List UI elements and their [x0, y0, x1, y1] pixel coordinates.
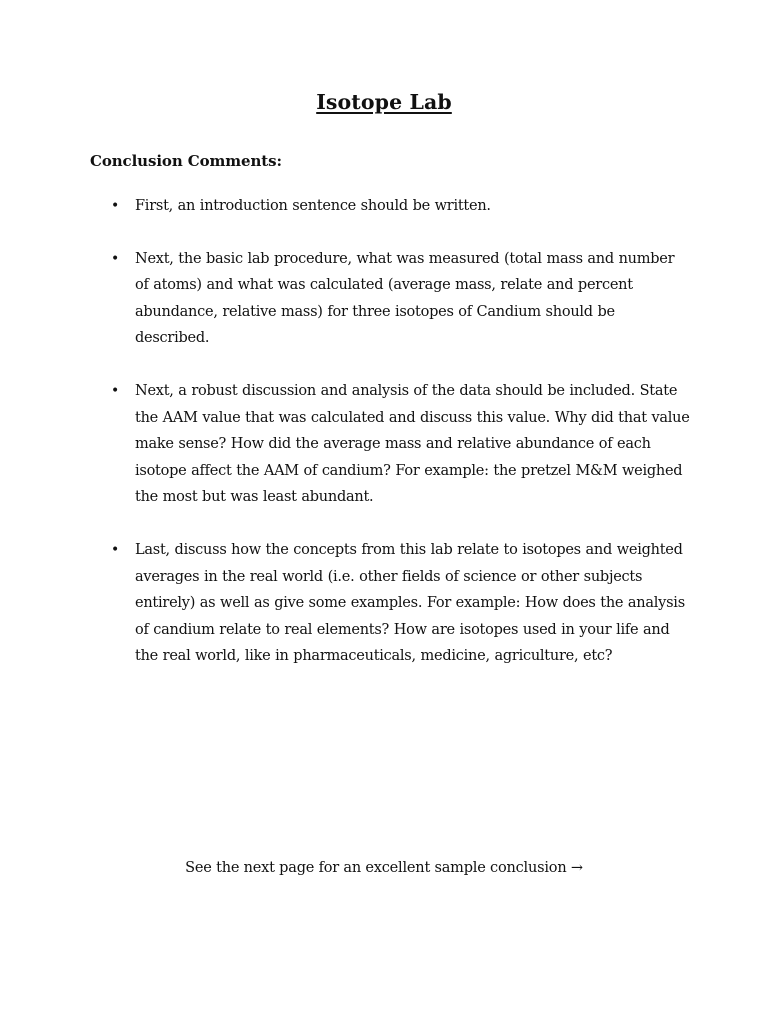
list-item-text: First, an introduction sentence should be written. [135, 198, 491, 214]
bullet-marker: • [111, 198, 120, 214]
list-item-text: Last, discuss how the concepts from this lab relate to isotopes and weighted averages in the real world (i.e. other fields of science or other subjects entirely) as well as give some examples. For example: How does the analysis of candium relate to real elements? How are isotopes used in your life and the real world, like in pharmaceuticals, medicine, agriculture, etc? [135, 541, 685, 665]
bullet-marker: • [111, 382, 120, 399]
comment-list [90, 193, 690, 670]
list-item-text: Next, the basic lab procedure, what was measured (total mass and number of atoms) and what was calculated (average mass, relate and percent abundance, relative mass) for three isotopes of Candium should be described. [135, 250, 675, 347]
bullet-marker: • [111, 541, 120, 558]
next-page-note: See the next page for an excellent sample conclusion → [185, 860, 583, 876]
list-item [90, 378, 690, 511]
section-heading: Conclusion Comments: [90, 152, 282, 170]
list-item [90, 193, 690, 220]
list-item [90, 537, 690, 670]
page-title: Isotope Lab [316, 90, 452, 114]
list-item [90, 246, 690, 352]
bullet-marker: • [111, 250, 120, 267]
list-item-text: Next, a robust discussion and analysis of the data should be included. State the AAM value that was calculated and discuss this value. Why did that value make sense? How did the average mass and relative abundance of each isotope affect the AAM of candium? For example: the pretzel M&M weighed the most but was least abundant. [135, 382, 690, 506]
